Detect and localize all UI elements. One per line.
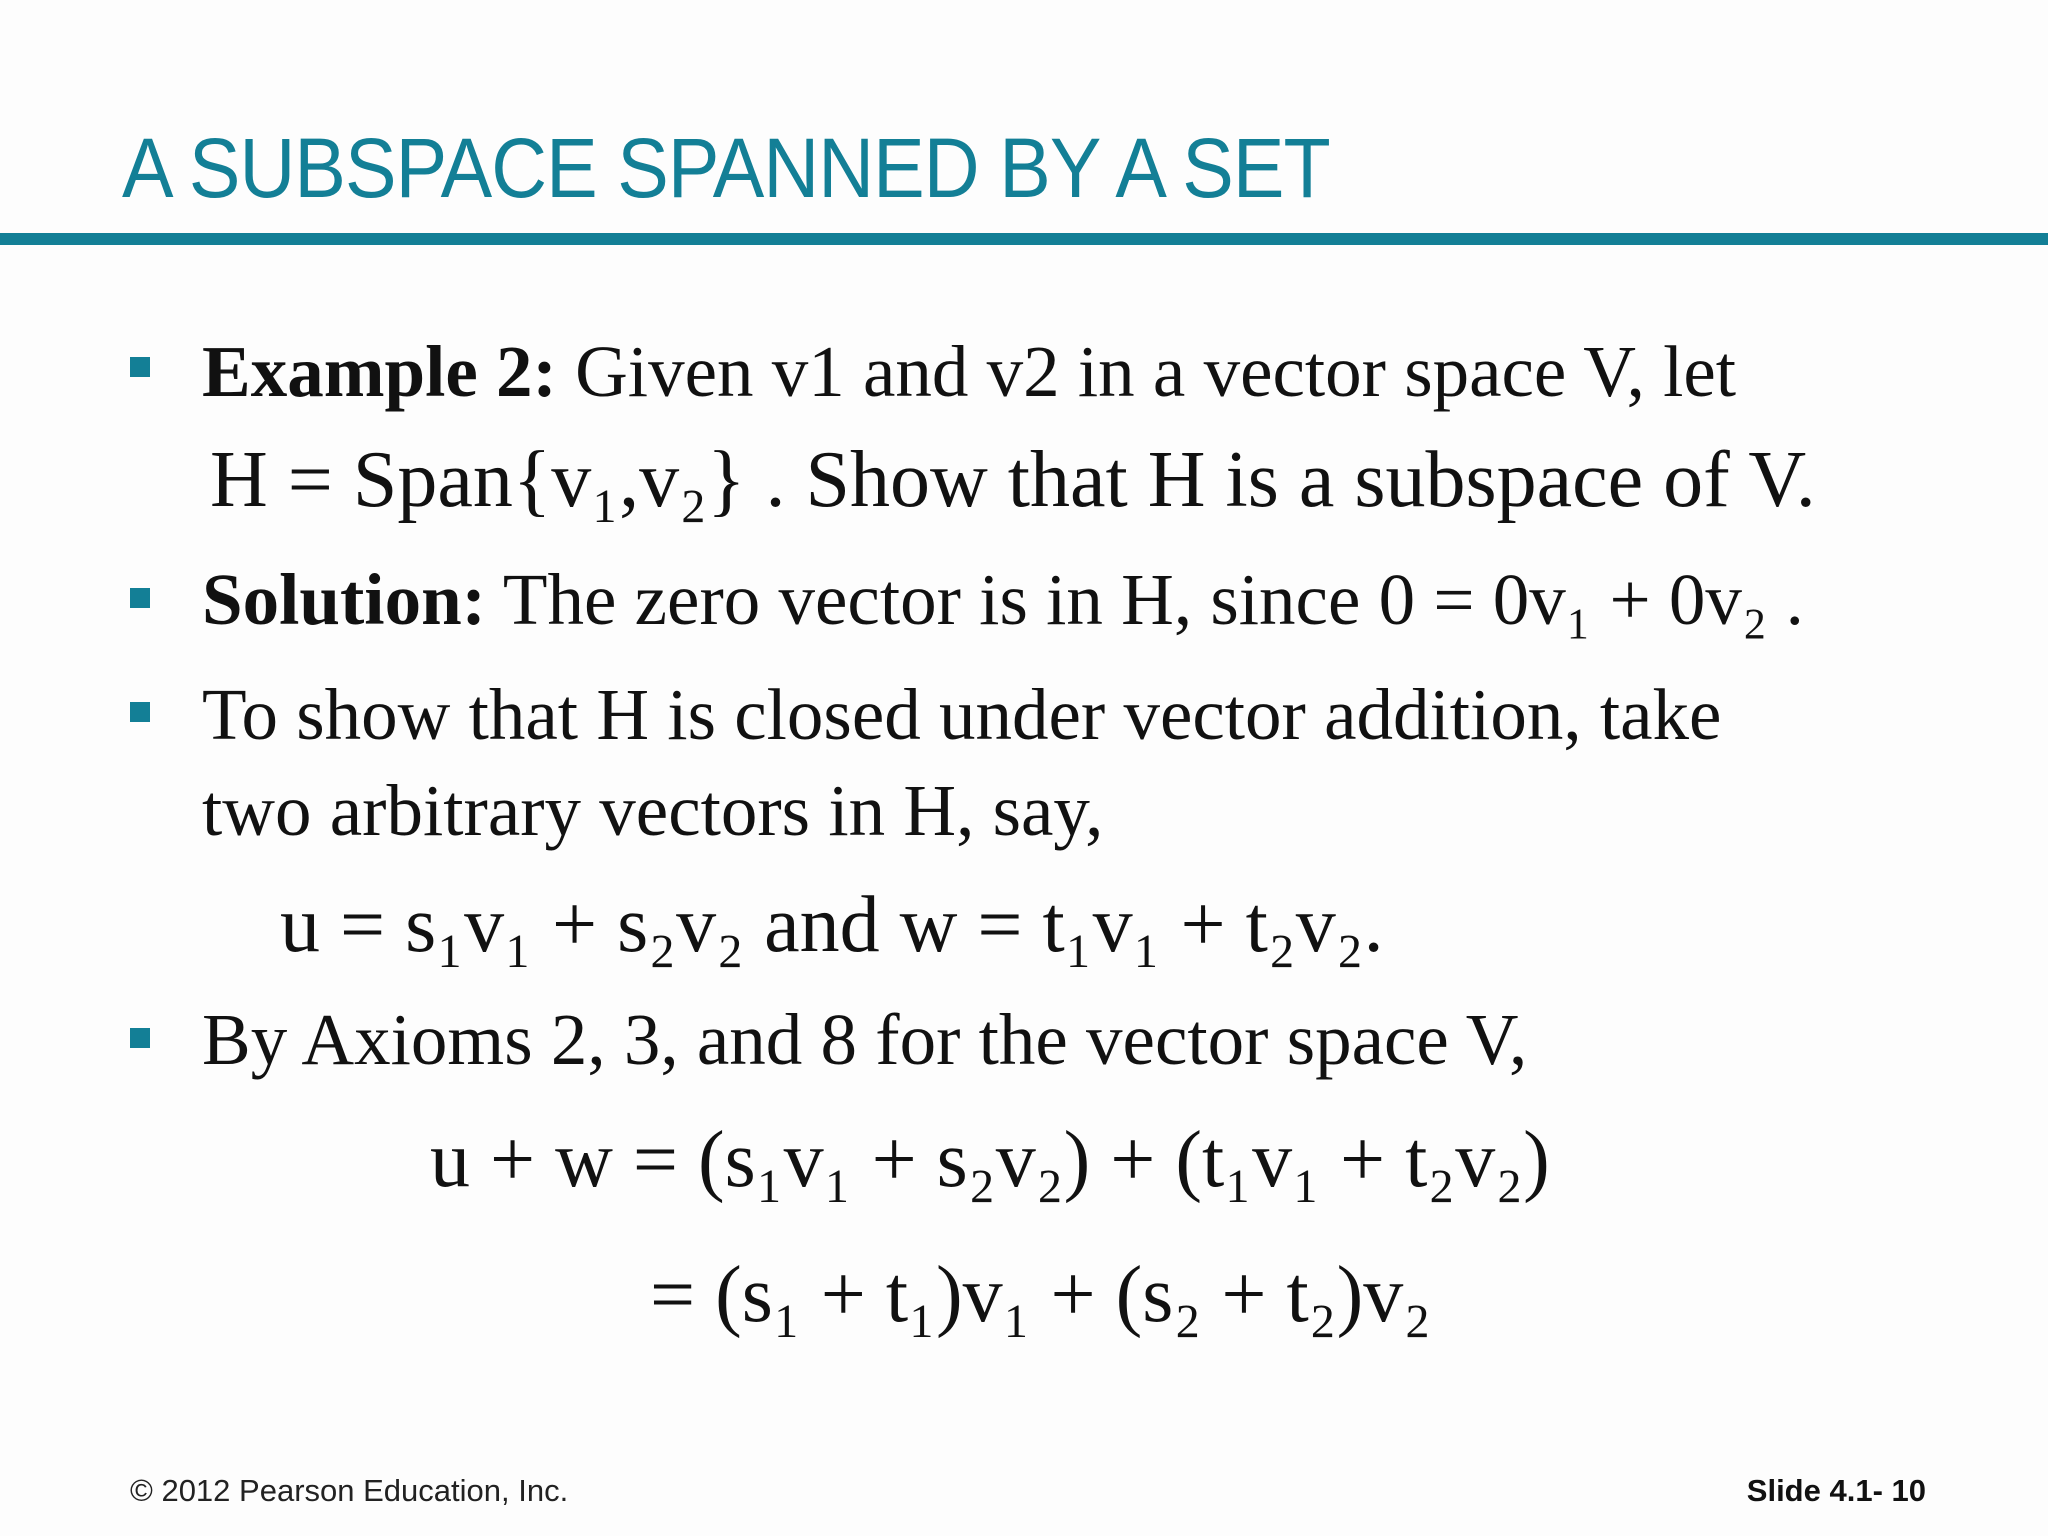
- sum-equation-line-1: u + w = (s₁v₁ + s₂v₂) + (t₁v₁ + t₂v₂): [430, 1116, 1550, 1204]
- example-label: Example 2:: [202, 331, 557, 412]
- bullet-marker: [130, 1028, 150, 1048]
- bullet-marker: [130, 357, 150, 377]
- bullet-marker: [130, 588, 150, 608]
- sum-equation-line-2: = (s₁ + t₁)v₁ + (s₂ + t₂)v₂: [650, 1251, 1432, 1339]
- solution-label: Solution:: [202, 559, 486, 640]
- bullet-marker: [130, 702, 150, 722]
- slide-number: Slide 4.1- 10: [1746, 1473, 1926, 1508]
- solution-text: The zero vector is in H, since 0 = 0v₁ + 0v₂ .: [485, 559, 1804, 640]
- title-divider: [0, 233, 2048, 245]
- uw-definition: u = s₁v₁ + s₂v₂ and w = t₁v₁ + t₂v₂.: [280, 881, 1384, 969]
- example-line-1: [202, 331, 1737, 412]
- example-line-2: H = Span{v₁,v₂} . Show that H is a subspace of V.: [210, 436, 1816, 524]
- axioms-line: By Axioms 2, 3, and 8 for the vector space V,: [202, 999, 1528, 1080]
- solution-line: [202, 559, 1804, 640]
- example-text: Given v1 and v2 in a vector space V, let: [556, 331, 1737, 412]
- copyright-notice: © 2012 Pearson Education, Inc.: [130, 1473, 569, 1508]
- closure-line-2: two arbitrary vectors in H, say,: [202, 770, 1104, 851]
- slide-title: A SUBSPACE SPANNED BY A SET: [122, 121, 1330, 215]
- closure-line-1: To show that H is closed under vector addition, take: [202, 674, 1722, 755]
